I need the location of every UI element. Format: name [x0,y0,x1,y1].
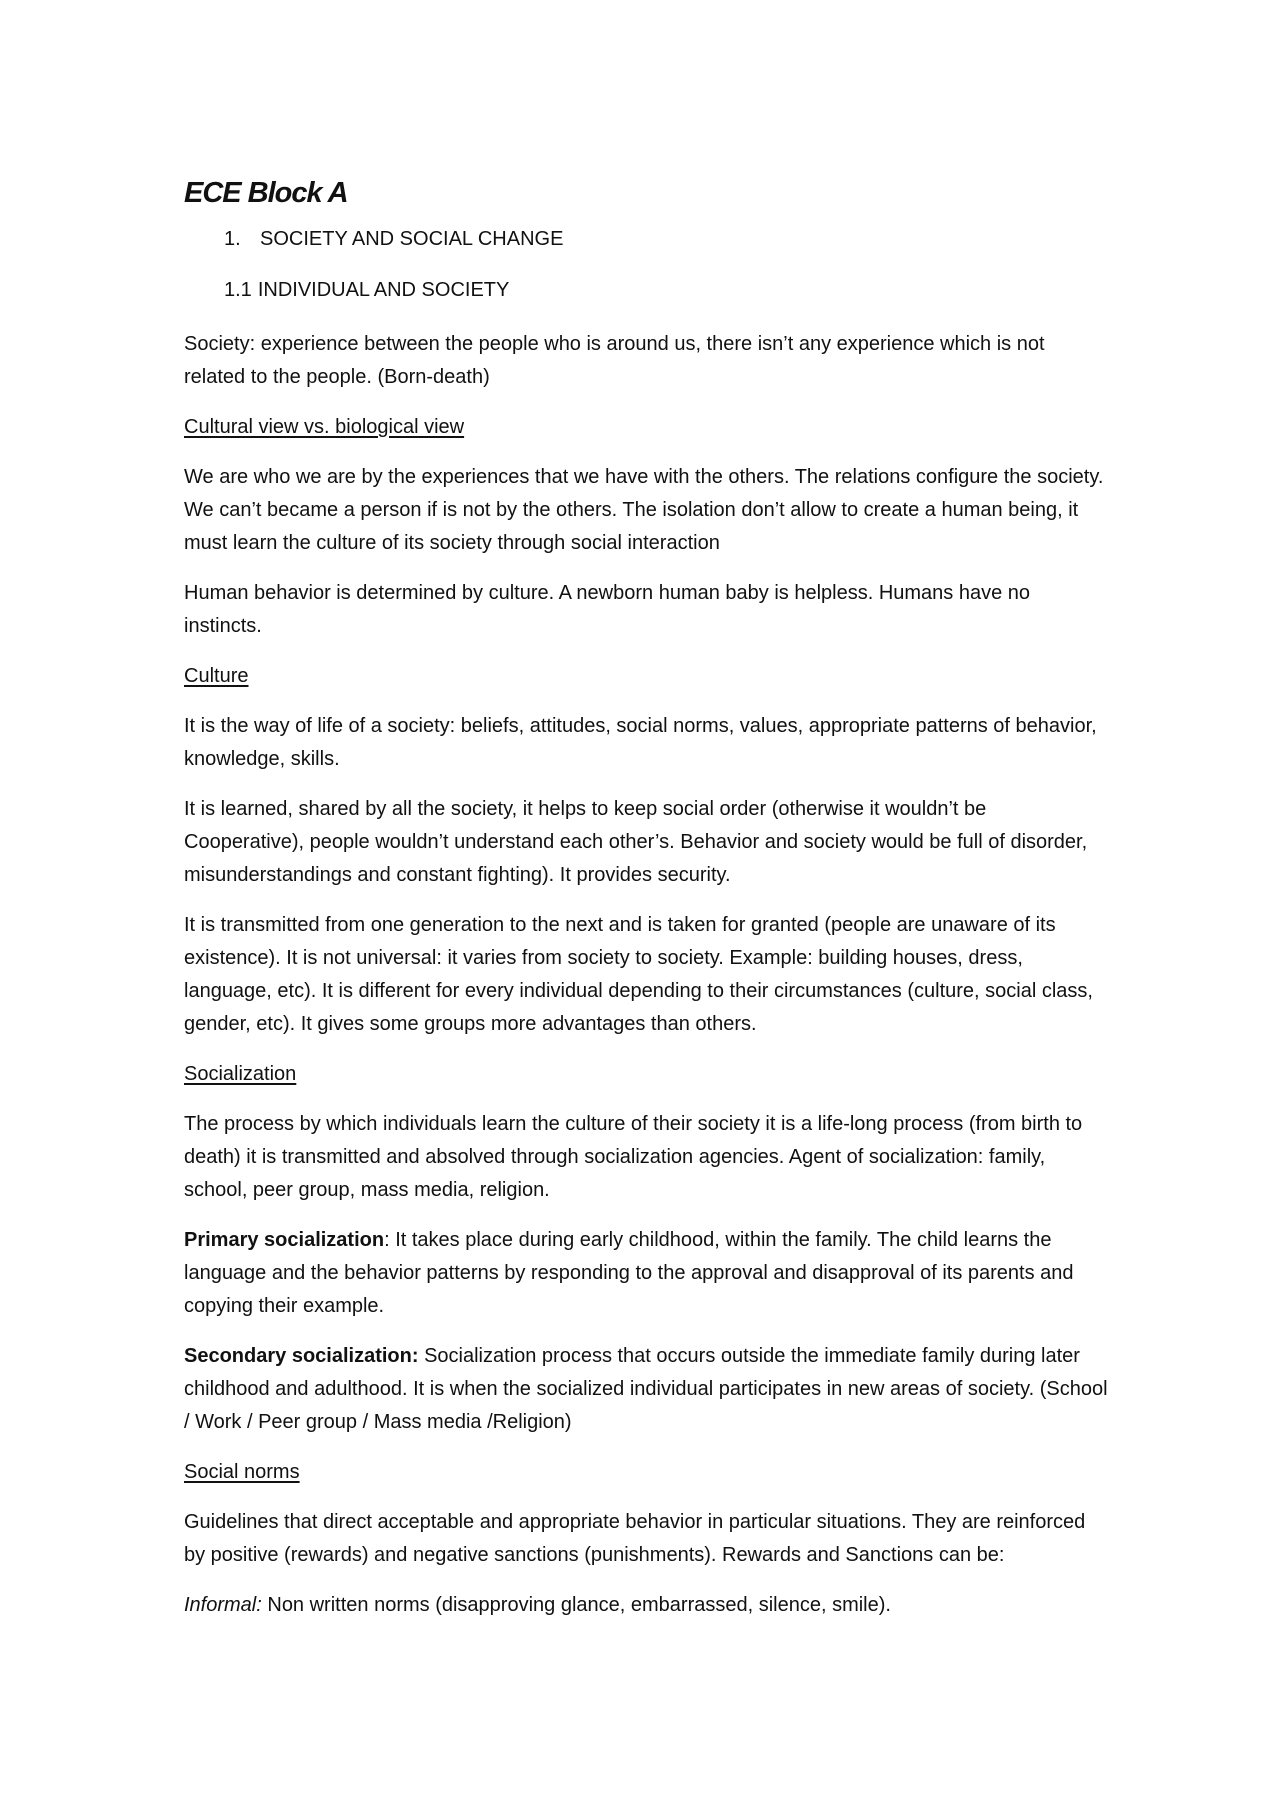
culture-heading-row [184,660,1108,693]
social-norms-heading: Social norms [184,1460,300,1483]
subsection-heading [224,277,1108,303]
secondary-socialization-text: Socialization process that occurs outside the immediate family during later childhood and adulthood. It is when the socialized individual participates in new areas of society. (School / Work / Peer group / Mass media /Religion) [184,1344,1108,1433]
subsection-number: 1.1 [224,278,252,301]
informal-text: Non written norms (disapproving glance, embarrassed, silence, smile). [261,1593,891,1616]
paragraph: Guidelines that direct acceptable and appropriate behavior in particular situations. They are reinforced by positive (rewards) and negative sanctions (punishments). Rewards and Sanctions can be: [184,1510,1086,1566]
section-number: 1. [224,227,241,250]
paragraph: We are who we are by the experiences that we have with the others. The relations configure the society. We can’t became a person if is not by the others. The isolation don’t allow to create a human being, it must learn the culture of its society through social interaction [184,465,1104,554]
cultural-view-heading-row [184,411,1108,444]
culture-heading: Culture [184,664,249,687]
primary-socialization-term: Primary socialization [184,1228,385,1251]
document-page [184,178,1108,1639]
informal-norms-paragraph [184,1589,1108,1622]
secondary-socialization-term: Secondary socialization: [184,1344,419,1367]
socialization-heading: Socialization [184,1062,297,1085]
socialization-heading-row [184,1058,1108,1091]
primary-socialization-paragraph [184,1224,1108,1323]
subsection-heading-text: INDIVIDUAL AND SOCIETY [257,278,510,301]
primary-socialization-text: : It takes place during early childhood, within the family. The child learns the language and the behavior patterns by responding to the approval and disapproval of its parents and copying their example. [184,1228,1074,1317]
cultural-view-heading: Cultural view vs. biological view [184,415,465,438]
secondary-socialization-paragraph [184,1340,1108,1439]
social-norms-heading-row [184,1456,1108,1489]
paragraph: Human behavior is determined by culture. A newborn human baby is helpless. Humans have no instincts. [184,581,1031,637]
informal-term: Informal: [184,1593,262,1616]
heading-list [184,226,1108,303]
society-definition: Society: experience between the people who is around us, there isn’t any experience which is not related to the people. (Born-death) [184,332,1045,388]
section-heading [224,226,1108,252]
paragraph: The process by which individuals learn the culture of their society it is a life-long process (from birth to death) it is transmitted and absolved through socialization agencies. Agent of socialization: family, school, peer group, mass media, religion. [184,1112,1083,1201]
section-heading-text: SOCIETY AND SOCIAL CHANGE [260,227,564,250]
paragraph: It is transmitted from one generation to the next and is taken for granted (people are unaware of its existence). It is not universal: it varies from society to society. Example: building houses, dress, language, etc). It is different for every individual depending to their circumstances (culture, social class, gender, etc). It gives some groups more advantages than others. [184,913,1093,1035]
paragraph: It is learned, shared by all the society, it helps to keep social order (otherwise it wouldn’t be Cooperative), people wouldn’t understand each other’s. Behavior and society would be full of disorder, misunderstandings and constant fighting). It provides security. [184,797,1088,886]
document-title: ECE Block A [184,177,348,209]
paragraph: It is the way of life of a society: beliefs, attitudes, social norms, values, appropriate patterns of behavior, knowledge, skills. [184,714,1097,770]
